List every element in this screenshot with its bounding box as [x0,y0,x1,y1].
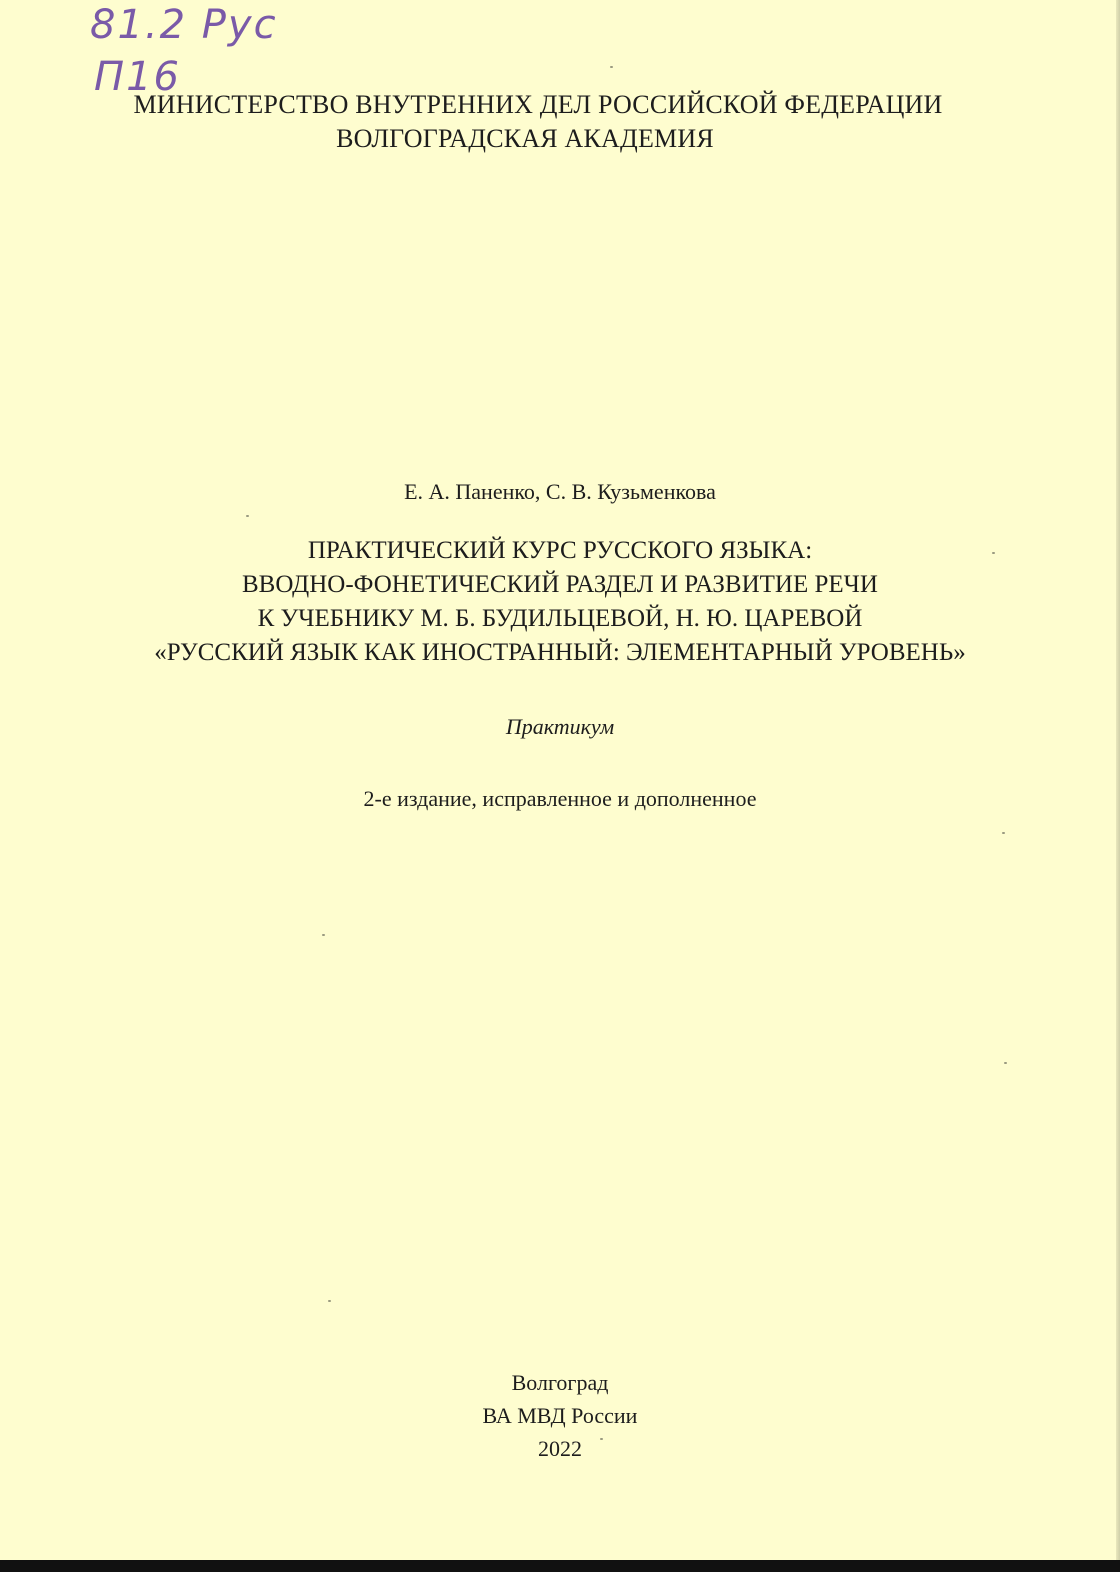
scan-speck [610,66,613,68]
imprint [0,1366,1120,1465]
scan-speck [1004,1062,1007,1064]
title-line-2: ВВОДНО-ФОНЕТИЧЕСКИЙ РАЗДЕЛ И РАЗВИТИЕ РЕЧИ [242,571,878,598]
imprint-year: 2022 [538,1436,582,1461]
title-line-1: ПРАКТИЧЕСКИЙ КУРС РУССКОГО ЯЗЫКА: [307,537,813,564]
genre: Практикум [505,714,615,739]
scan-border [0,1560,1120,1572]
authors: Е. А. Паненко, С. В. Кузьменкова [404,479,716,504]
imprint-city: Волгоград [511,1370,609,1395]
edition-statement: 2-е издание, исправленное и дополненное [363,786,757,811]
scan-speck [328,1300,331,1302]
title-line-3: К УЧЕБНИКУ М. Б. БУДИЛЬЦЕВОЙ, Н. Ю. ЦАРЕВОЙ [257,605,863,632]
scan-speck [246,515,249,517]
ministry-name: МИНИСТЕРСТВО ВНУТРЕННИХ ДЕЛ РОССИЙСКОЙ ФЕДЕРАЦИИ [133,90,943,119]
scan-speck [992,552,995,554]
page-edge [1116,0,1120,1572]
scan-speck [322,934,325,936]
imprint-publisher: ВА МВД России [482,1403,638,1428]
handwriting-svg [88,4,328,100]
institution-header [0,88,1120,156]
book-title [0,534,1120,670]
scan-speck [1002,832,1005,834]
scan-speck [600,1438,603,1440]
handwritten-classification-mark [88,4,328,100]
academy-name: ВОЛГОГРАДСКАЯ АКАДЕМИЯ [336,124,714,153]
title-line-4: «РУССКИЙ ЯЗЫК КАК ИНОСТРАННЫЙ: ЭЛЕМЕНТАРНЫЙ УРОВЕНЬ» [154,639,966,666]
handwritten-line-1: 81.2 Рус [90,2,278,48]
handwritten-line-2: П16 [94,54,181,100]
